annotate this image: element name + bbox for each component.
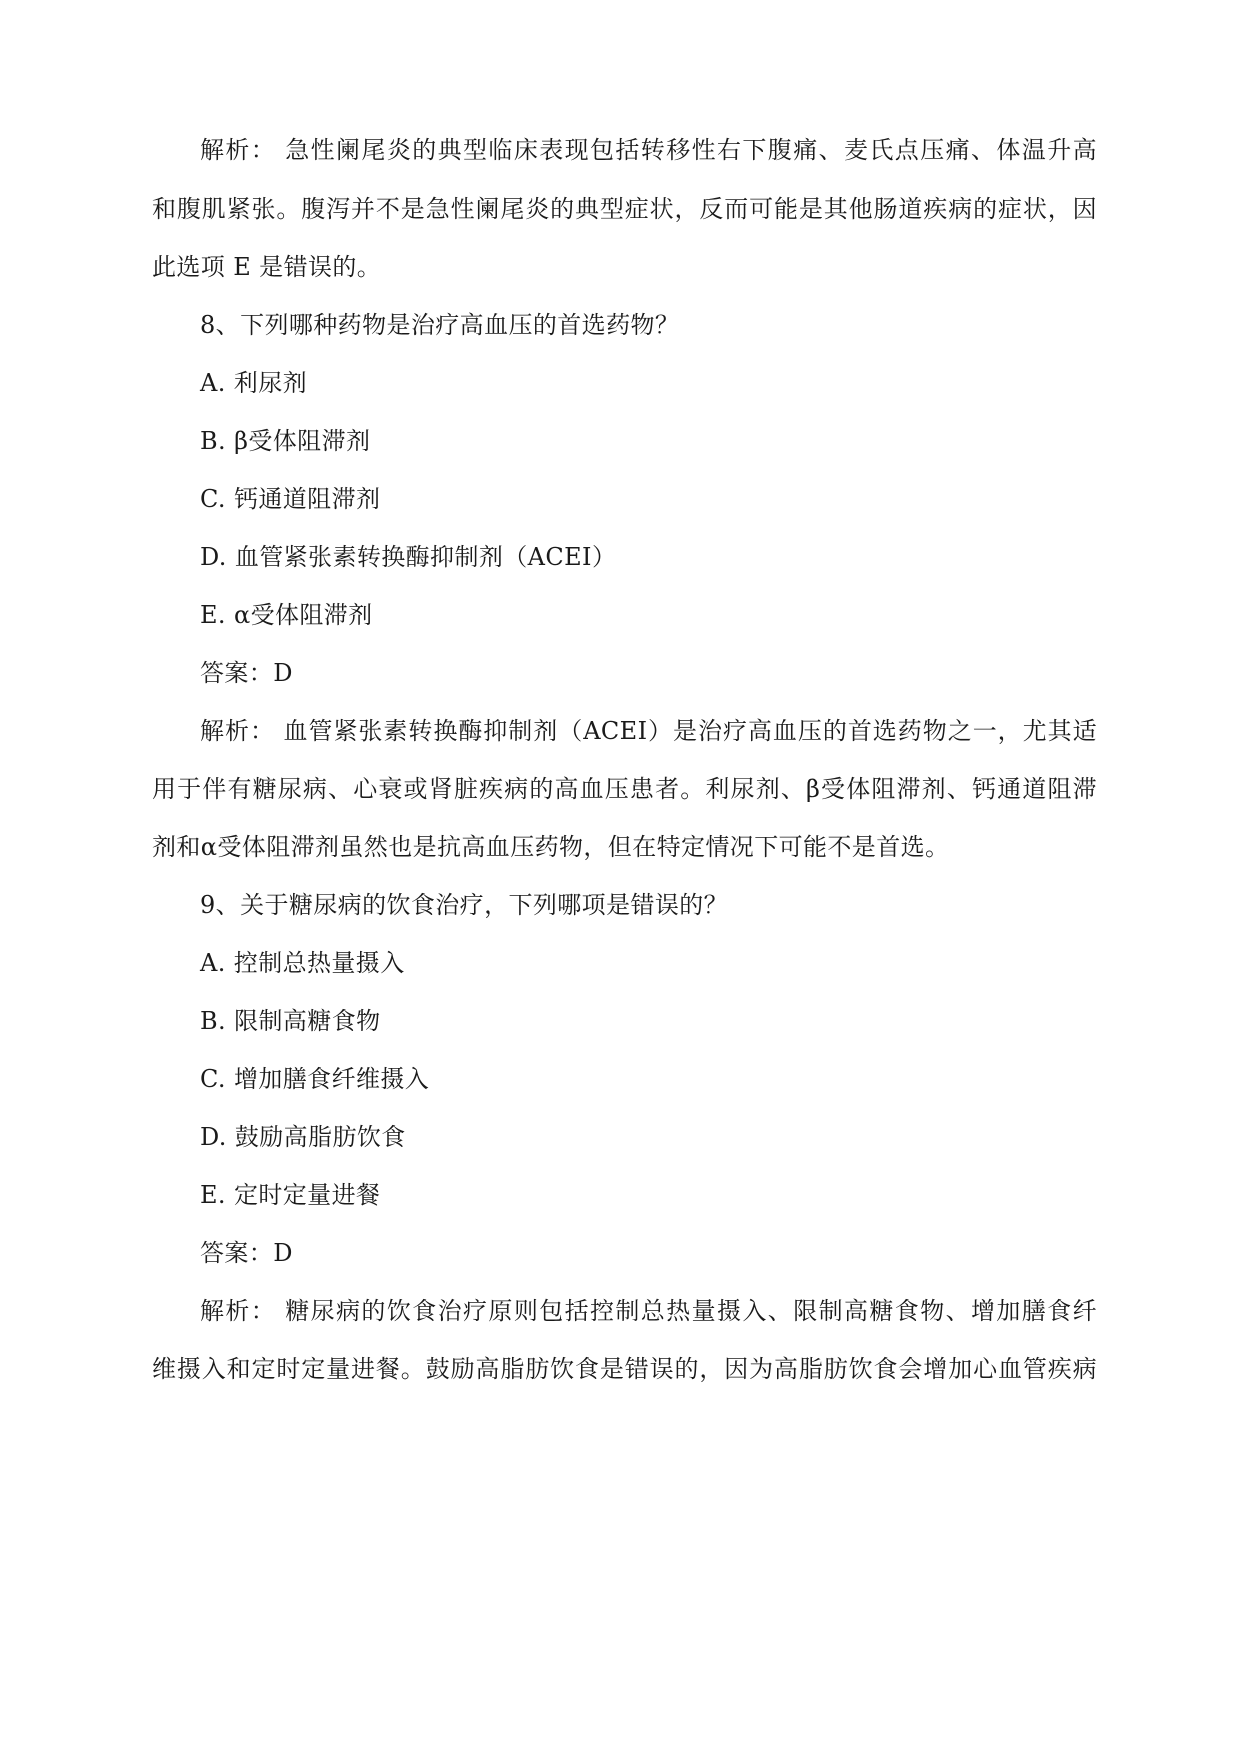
analysis-7-line-2: 和腹肌紧张。腹泻并不是急性阑尾炎的典型症状，反而可能是其他肠道疾病的症状，因 (152, 195, 1097, 223)
analysis-7-line-3: 此选项 E 是错误的。 (152, 253, 382, 281)
question-8-option-d: D. 血管紧张素转换酶抑制剂（ACEI） (200, 543, 617, 571)
question-9-option-e: E. 定时定量进餐 (200, 1181, 381, 1209)
question-9-analysis-line-2: 维摄入和定时定量进餐。鼓励高脂肪饮食是错误的，因为高脂肪饮食会增加心血管疾病 (152, 1355, 1097, 1383)
question-8-analysis-line-3: 剂和α受体阻滞剂虽然也是抗高血压药物，但在特定情况下可能不是首选。 (152, 833, 950, 861)
question-8-option-c: C. 钙通道阻滞剂 (200, 485, 381, 513)
question-8-option-b: B. β受体阻滞剂 (200, 427, 371, 455)
question-9-answer: 答案：D (200, 1239, 293, 1267)
question-8-option-e: E. α受体阻滞剂 (200, 601, 373, 629)
question-8-option-a: A. 利尿剂 (200, 369, 307, 397)
question-9-analysis-line-1: 解析： 糖尿病的饮食治疗原则包括控制总热量摄入、限制高糖食物、增加膳食纤 (200, 1297, 1097, 1325)
question-8-analysis-line-2: 用于伴有糖尿病、心衰或肾脏疾病的高血压患者。利尿剂、β受体阻滞剂、钙通道阻滞 (152, 775, 1097, 803)
question-9-option-d: D. 鼓励高脂肪饮食 (200, 1123, 406, 1151)
question-9-option-b: B. 限制高糖食物 (200, 1007, 381, 1035)
question-8-text: 8、下列哪种药物是治疗高血压的首选药物？ (200, 311, 680, 339)
question-9-option-c: C. 增加膳食纤维摄入 (200, 1065, 430, 1093)
question-9-option-a: A. 控制总热量摄入 (200, 949, 405, 977)
analysis-7-line-1: 解析： 急性阑尾炎的典型临床表现包括转移性右下腹痛、麦氏点压痛、体温升高 (200, 136, 1097, 164)
question-9-text: 9、关于糖尿病的饮食治疗，下列哪项是错误的？ (200, 891, 729, 919)
question-8-answer: 答案：D (200, 659, 293, 687)
question-8-analysis-line-1: 解析： 血管紧张素转换酶抑制剂（ACEI）是治疗高血压的首选药物之一，尤其适 (200, 717, 1097, 745)
